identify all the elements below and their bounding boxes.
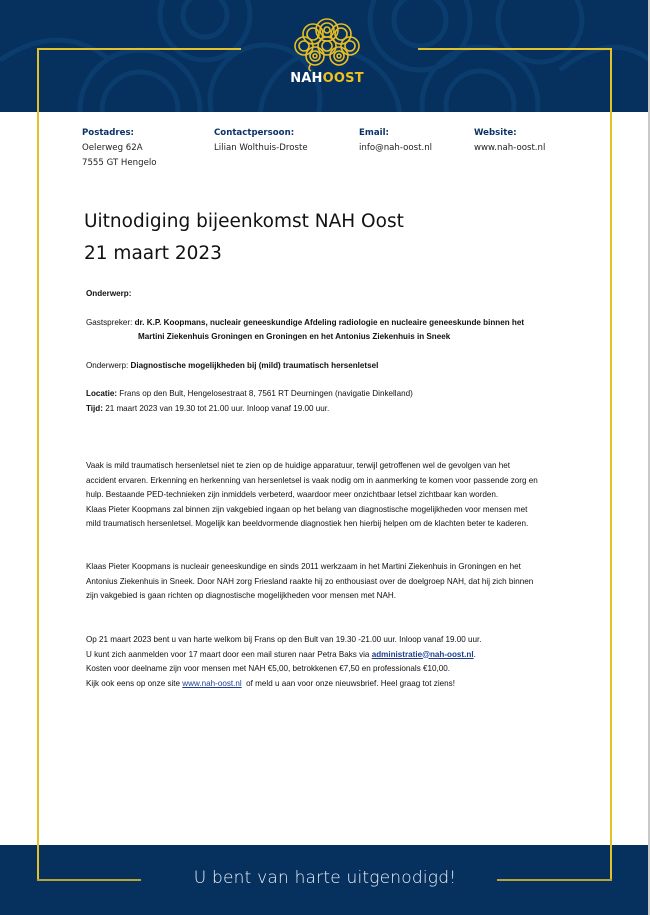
website-line bbox=[86, 677, 482, 692]
speaker-line1 bbox=[86, 316, 524, 331]
admin-email-link[interactable]: administratie@nah-oost.nl bbox=[371, 649, 474, 659]
footer-invitation-text: U bent van harte uitgenodigd! bbox=[193, 868, 457, 888]
speaker-line2 bbox=[86, 330, 450, 345]
brain-logo-icon bbox=[289, 16, 365, 72]
postal-label: Postadres: bbox=[82, 128, 134, 138]
contact-email bbox=[359, 126, 432, 156]
logo-nah: NAH bbox=[290, 71, 323, 86]
page-title-date: 21 maart 2023 bbox=[84, 243, 222, 264]
paragraph-line: accident ervaren. Erkenning en herkenning van hersenletsel is vaak nodig om in aanmerking te komen voor passende zorg en bbox=[86, 475, 538, 485]
paragraph-line: hulp. Bestaande PED-technieken zijn inmiddels verbeterd, waardoor meer onzichtbaar letsel zichtbaar kan worden. bbox=[86, 490, 499, 499]
website-text-after: of meld u aan voor onze nieuwsbrief. Heel graag tot ziens! bbox=[241, 678, 455, 688]
registration-line bbox=[86, 648, 482, 663]
frame-line-right bbox=[610, 48, 612, 881]
paragraph-line: Antonius Ziekenhuis in Sneek. Door NAH zorg Friesland raakte hij zo enthousiast over de doelgroep NAH, dat hij zich binnen bbox=[86, 576, 534, 586]
contact-postal bbox=[82, 126, 157, 171]
website-label: Website: bbox=[474, 128, 517, 138]
email-label: Email: bbox=[359, 128, 389, 138]
email-value: info@nah-oost.nl bbox=[359, 143, 433, 153]
website-value: www.nah-oost.nl bbox=[474, 143, 546, 153]
location-line bbox=[86, 387, 413, 402]
paragraph-line: mild traumatisch hersenletsel. Mogelijk kan beeldvormende diagnostiek hen hierbij helpen om de klachten beter te kaderen. bbox=[86, 519, 529, 528]
paragraph-line: Vaak is mild traumatisch hersenletsel niet te zien op de huidige apparatuur, terwijl getroffenen wel de gevolgen van het bbox=[86, 461, 510, 470]
frame-line-top-left bbox=[37, 48, 241, 50]
nah-oost-logo bbox=[289, 16, 365, 94]
onderwerp-heading-text: Onderwerp: bbox=[86, 289, 132, 298]
logo-oost: OOST bbox=[322, 71, 364, 86]
paragraph-line: Kosten voor deelname zijn voor mensen met NAH €5,00, betrokkenen €7,50 en professionals €10,00. bbox=[86, 664, 450, 673]
frame-line-top-right bbox=[418, 48, 612, 50]
paragraph-intro bbox=[86, 459, 538, 532]
location-value: Frans op den Bult, Hengelosestraat 8, 7561 RT Deurningen (navigatie Dinkelland) bbox=[119, 389, 413, 398]
time-value: 21 maart 2023 van 19.30 tot 21.00 uur. Inloop vanaf 19.00 uur. bbox=[105, 404, 330, 413]
frame-line-bottom-right bbox=[497, 879, 612, 881]
subject-line bbox=[86, 359, 378, 374]
onderwerp-heading bbox=[86, 287, 131, 302]
contact-person bbox=[214, 126, 308, 156]
frame-line-bottom-left bbox=[37, 879, 141, 881]
registration-period: . bbox=[473, 649, 476, 659]
time-label: Tijd: bbox=[86, 404, 103, 413]
location-label: Locatie: bbox=[86, 389, 118, 398]
subject-value: Diagnostische mogelijkheden bij (mild) traumatisch hersenletsel bbox=[130, 361, 379, 370]
speaker-label: Gastspreker: bbox=[86, 318, 133, 327]
website-text: Kijk ook eens op onze site bbox=[86, 678, 183, 688]
contact-website bbox=[474, 126, 545, 156]
paragraph-line: Klaas Pieter Koopmans zal binnen zijn vakgebied ingaan op het belang van diagnostische mogelijkheden voor mensen met bbox=[86, 504, 528, 514]
page-title: Uitnodiging bijeenkomst NAH Oost bbox=[84, 211, 404, 232]
subject-label: Onderwerp: bbox=[86, 361, 129, 370]
paragraph-speaker-bio bbox=[86, 560, 533, 604]
postal-line2: 7555 GT Hengelo bbox=[82, 158, 157, 168]
paragraph-practical-info bbox=[86, 633, 482, 691]
website-link[interactable]: www.nah-oost.nl bbox=[182, 678, 242, 688]
header-banner bbox=[0, 0, 650, 112]
postal-line1: Oelerweg 62A bbox=[82, 143, 143, 153]
frame-line-left bbox=[37, 48, 39, 881]
speaker-value-1: dr. K.P. Koopmans, nucleair geneeskundige Afdeling radiologie en nucleaire geneeskunde binnen het bbox=[134, 318, 525, 327]
registration-text: U kunt zich aanmelden voor 17 maart door een mail sturen naar Petra Baks via bbox=[86, 649, 372, 659]
speaker-value-2: Martini Ziekenhuis Groningen en Groningen en het Antonius Ziekenhuis in Sneek bbox=[138, 332, 451, 341]
logo-wordmark bbox=[289, 71, 365, 86]
paragraph-line: Op 21 maart 2023 bent u van harte welkom bij Frans op den Bult van 19.30 -21.00 uur. Inloop vanaf 19.00 uur. bbox=[86, 635, 482, 644]
contact-person-name: Lilian Wolthuis-Droste bbox=[214, 143, 308, 153]
paragraph-line: Klaas Pieter Koopmans is nucleair geneeskundige en sinds 2011 werkzaam in het Martini Ziekenhuis in Groningen en het bbox=[86, 562, 521, 571]
contact-person-label: Contactpersoon: bbox=[214, 128, 295, 138]
paragraph-line: zijn vakgebied is gaan richten op diagnostische mogelijkheden voor mensen met NAH. bbox=[86, 591, 396, 600]
time-line bbox=[86, 402, 329, 417]
